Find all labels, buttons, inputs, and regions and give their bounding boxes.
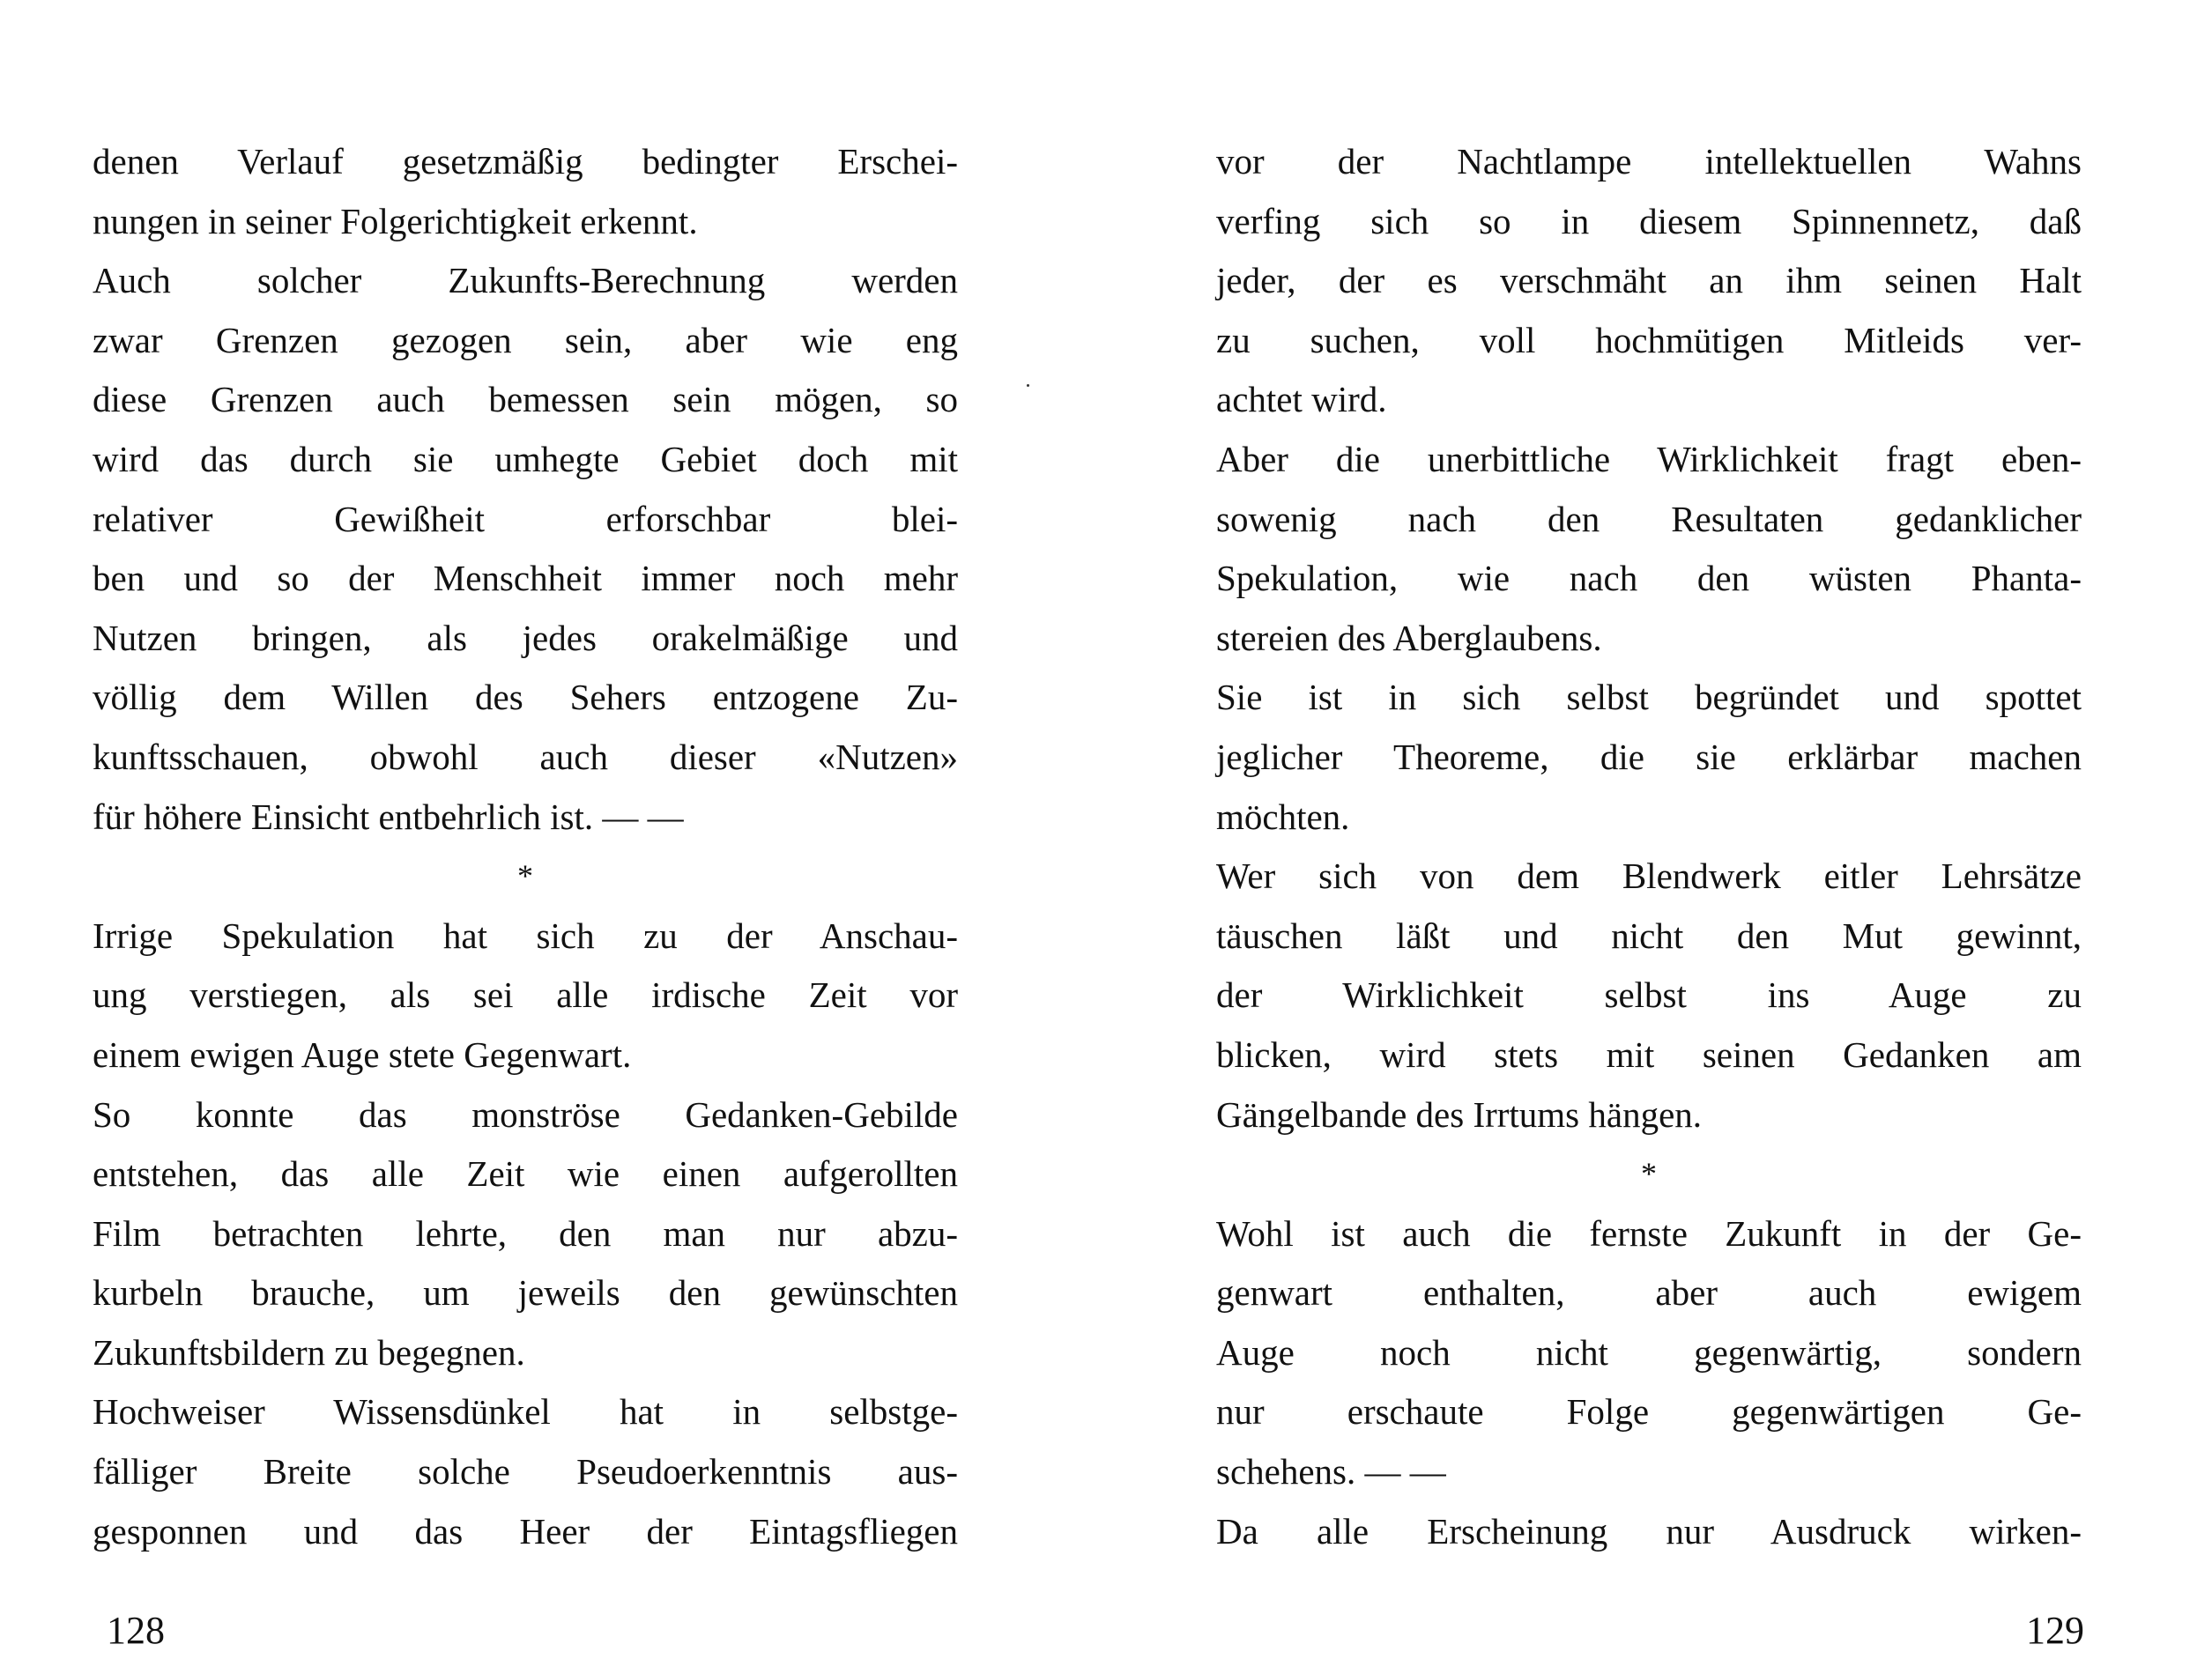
text-line: jeder, der es verschmäht an ihm seinen Halt [1216, 260, 2082, 301]
text-line: fälliger Breite solche Pseudoerkenntnis aus- [93, 1451, 958, 1493]
text-line: Sie ist in sich selbst begründet und spottet [1216, 677, 2082, 718]
text-line: Irrige Spekulation hat sich zu der Anschau- [93, 915, 958, 956]
text-line: zwar Grenzen gezogen sein, aber wie eng [93, 319, 958, 360]
text-line: Zukunftsbildern zu begegnen. [93, 1331, 525, 1373]
text-line: ben und so der Menschheit immer noch mehr [93, 558, 958, 599]
text-line: verfing sich so in diesem Spinnennetz, daß [1216, 200, 2082, 241]
text-line: Auch solcher Zukunfts-Berechnung werden [93, 260, 958, 301]
text-line: So konnte das monströse Gedanken-Gebilde [93, 1093, 958, 1135]
text-line: Auge noch nicht gegenwärtig, sondern [1216, 1331, 2082, 1373]
text-line: Aber die unerbittliche Wirklichkeit fragt eben- [1216, 438, 2082, 479]
text-line: diese Grenzen auch bemessen sein mögen, so [93, 379, 958, 420]
text-line: ung verstiegen, als sei alle irdische Zeit vor [93, 974, 958, 1016]
text-line: Wohl ist auch die fernste Zukunft in der Ge- [1216, 1212, 2082, 1254]
text-line: wird das durch sie umhegte Gebiet doch mit [93, 438, 958, 479]
text-line: denen Verlauf gesetzmäßig bedingter Erschei- [93, 141, 958, 181]
text-line: jeglicher Theoreme, die sie erklärbar machen [1216, 736, 2082, 777]
text-line: möchten. [1216, 796, 1350, 837]
text-line: nungen in seiner Folgerichtigkeit erkennt. [93, 200, 698, 241]
text-line: Wer sich von dem Blendwerk eitler Lehrsätze [1216, 856, 2082, 897]
text-line: entstehen, das alle Zeit wie einen aufgerollten [93, 1153, 958, 1195]
text-line: genwart enthalten, aber auch ewigem [1216, 1272, 2082, 1314]
page-number-left: 128 [107, 1609, 165, 1652]
text-line: nur erschaute Folge gegenwärtigen Ge- [1216, 1391, 2082, 1433]
print-speck [1027, 384, 1029, 387]
right-page-text [1216, 132, 2082, 1561]
text-line: achtet wird. [1216, 379, 1387, 420]
text-line: der Wirklichkeit selbst ins Auge zu [1216, 974, 2082, 1016]
text-line: kunftsschauen, obwohl auch dieser «Nutzen» [93, 736, 958, 777]
text-line: Gängelbande des Irrtums hängen. [1216, 1093, 1703, 1135]
page-number-right: 129 [2026, 1609, 2084, 1652]
section-separator-asterisk: * [1641, 1156, 1657, 1192]
text-line: völlig dem Willen des Sehers entzogene Zu- [93, 677, 958, 718]
text-line: blicken, wird stets mit seinen Gedanken am [1216, 1033, 2082, 1075]
text-line: für höhere Einsicht entbehrlich ist. — — [93, 796, 684, 837]
text-line: Film betrachten lehrte, den man nur abzu- [93, 1212, 958, 1254]
text-line: stereien des Aberglaubens. [1216, 617, 1602, 658]
text-line: Spekulation, wie nach den wüsten Phanta- [1216, 558, 2082, 599]
text-line: Da alle Erscheinung nur Ausdruck wirken- [1216, 1510, 2082, 1552]
section-separator-asterisk: * [517, 858, 533, 894]
text-line: kurbeln brauche, um jeweils den gewünschten [93, 1272, 958, 1314]
text-line: relativer Gewißheit erforschbar blei- [93, 498, 958, 539]
text-line: täuschen läßt und nicht den Mut gewinnt, [1216, 915, 2082, 956]
text-line: zu suchen, voll hochmütigen Mitleids ver- [1216, 319, 2082, 360]
text-line: Nutzen bringen, als jedes orakelmäßige und [93, 617, 958, 658]
left-page-text [93, 132, 958, 1561]
text-line: schehens. — — [1216, 1451, 1446, 1493]
text-line: einem ewigen Auge stete Gegenwart. [93, 1033, 632, 1075]
text-line: gesponnen und das Heer der Eintagsfliegen [93, 1510, 958, 1552]
text-line: vor der Nachtlampe intellektuellen Wahns [1216, 141, 2082, 181]
text-line: Hochweiser Wissensdünkel hat in selbstge- [93, 1391, 958, 1433]
text-line: sowenig nach den Resultaten gedanklicher [1216, 498, 2082, 539]
